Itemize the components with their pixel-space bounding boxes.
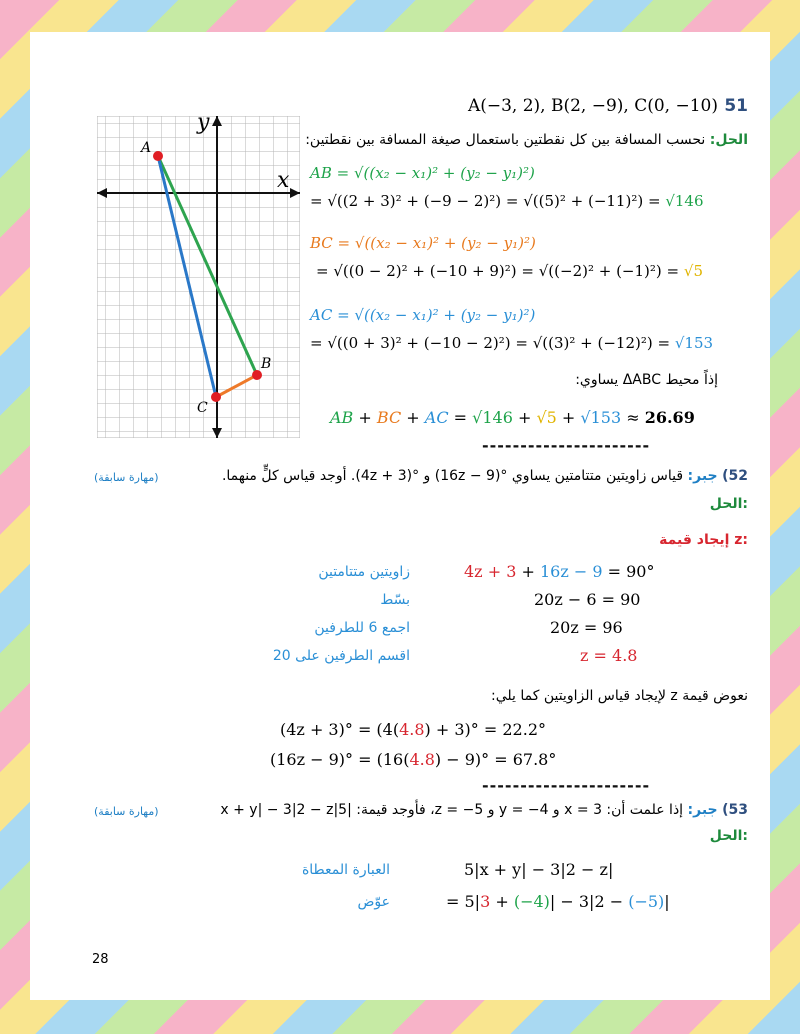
ac-result: √153	[674, 334, 714, 352]
perim-v3: √153	[580, 408, 622, 427]
q53-expr-2	[446, 892, 670, 911]
separator-2: ----------------------	[482, 776, 651, 795]
q53-topic: جبر:	[687, 802, 718, 818]
point-a	[153, 151, 163, 161]
perim-plus2: +	[401, 408, 425, 427]
ac-calc-line	[310, 334, 713, 352]
q52-eq1-b: 16z − 9	[539, 562, 603, 581]
q53-expr-1: 5|x + y| − 3|2 − z|	[464, 860, 614, 879]
ab-result: √146	[665, 192, 704, 210]
q52-statement: قياس زاويتين متتامتين يساوي °(16z − 9) و °(4z + 3). أوجد قياس كلٍّ منهما.	[221, 468, 684, 484]
q52-angle1-post: ) + 3)° = 22.2°	[424, 720, 546, 739]
separator-1: ----------------------	[482, 436, 651, 455]
q53-row2-plus: +	[490, 892, 514, 911]
ab-calc: = √((2 + 3)² + (−9 − 2)²) = √((5)² + (−11)²) =	[310, 192, 661, 210]
q53-row2-end: |	[664, 892, 670, 911]
q52-eq-1	[464, 562, 654, 581]
axis-y-label: y	[197, 110, 210, 135]
q53-solution-label: الحل:	[709, 828, 748, 844]
ac-formula: AC = √((x₂ − x₁)² + (y₂ − y₁)²)	[310, 306, 536, 324]
q51-points: A(−3, 2), B(2, −9), C(0, −10)	[467, 96, 718, 116]
q53-row2-x: 3	[480, 892, 491, 911]
ac-calc: = √((0 + 3)² + (−10 − 2)²) = √((3)² + (−12)²) =	[310, 334, 671, 352]
q51-intro: نحسب المسافة بين كل نقطتين باستعمال صيغة المسافة بين نقطتين:	[305, 132, 706, 148]
perim-total: 26.69	[644, 408, 695, 427]
q52-reason-2: بسّط	[380, 592, 410, 608]
q53-reason-2: عوّض	[357, 894, 390, 910]
q52-eq1-a: 4z + 3	[464, 562, 517, 581]
q53-reason-1: العبارة المعطاة	[301, 862, 390, 878]
q51-number: 51	[724, 96, 748, 116]
q53-row2-mid: | − 3|2 −	[549, 892, 629, 911]
q52-skill: (مهارة سابقة)	[94, 471, 159, 484]
ab-formula: AB = √((x₂ − x₁)² + (y₂ − y₁)²)	[310, 164, 535, 182]
q52-reason-3: اجمع 6 للطرفين	[314, 620, 410, 636]
axis-x-label: x	[277, 168, 290, 193]
perim-v1: √146	[472, 408, 513, 427]
q51-intro-line	[305, 132, 748, 148]
q53-skill: (مهارة سابقة)	[94, 805, 159, 818]
q52-reason-4: اقسم الطرفين على 20	[272, 648, 410, 664]
perim-plus1: +	[353, 408, 377, 427]
q52-eq1-plus: +	[516, 562, 540, 581]
q52-eq-4: z = 4.8	[580, 646, 638, 665]
perimeter-equation	[330, 408, 695, 427]
q52-eq-2: 20z − 6 = 90	[534, 590, 641, 609]
bc-calc: = √((0 − 2)² + (−10 + 9)²) = √((−2)² + (−1)²) =	[316, 262, 680, 280]
q52-angle2-post: ) − 9)° = 67.8°	[434, 750, 557, 769]
point-c	[211, 392, 221, 402]
q52-header	[222, 468, 748, 484]
perim-ac: AC	[424, 408, 449, 427]
q52-reason-1: زاويتين متتامتين	[318, 564, 410, 580]
perim-bc: BC	[376, 408, 402, 427]
q53-row2-pre: = 5|	[446, 892, 481, 911]
worksheet-page	[30, 32, 770, 1000]
bc-formula: BC = √((x₂ − x₁)² + (y₂ − y₁)²)	[310, 234, 536, 252]
q53-number: 53)	[722, 802, 748, 818]
q53-header	[220, 802, 748, 818]
point-a-label: A	[141, 140, 152, 156]
q52-topic: جبر:	[687, 468, 718, 484]
q52-angle-2	[270, 750, 556, 769]
point-c-label: C	[197, 400, 208, 416]
q52-solution-label: الحل:	[709, 496, 748, 512]
perimeter-text: إذاً محيط ΔABC يساوي:	[575, 372, 718, 388]
ab-calc-line	[310, 192, 704, 210]
perim-plus3: +	[512, 408, 537, 427]
q52-substitute: نعوض قيمة z لإيجاد قياس الزاويتين كما يلي:	[490, 688, 748, 704]
q52-angle2-pre: (16z − 9)° = (16(	[270, 750, 410, 769]
q52-angle1-pre: (4z + 3)° = (4(	[280, 720, 400, 739]
q51-solution-label: الحل:	[709, 132, 748, 148]
bc-result: √5	[683, 262, 703, 280]
q53-row2-z: (−5)	[628, 892, 665, 911]
perim-plus4: +	[556, 408, 581, 427]
perim-v2: √5	[536, 408, 557, 427]
perim-approx: ≈	[621, 408, 645, 427]
q52-eq1-rest: = 90°	[602, 562, 655, 581]
q52-angle2-val: 4.8	[409, 750, 435, 769]
q52-angle1-val: 4.8	[399, 720, 425, 739]
perim-eq: =	[448, 408, 473, 427]
q52-find-z: إيجاد قيمة z:	[659, 532, 748, 548]
q52-eq-3: 20z = 96	[550, 618, 623, 637]
q52-number: 52)	[722, 468, 748, 484]
point-b-label: B	[261, 356, 272, 372]
page-number: 28	[92, 952, 109, 967]
bc-calc-line	[316, 262, 703, 280]
q53-row2-y: (−4)	[513, 892, 550, 911]
q52-angle-1	[280, 720, 546, 739]
coordinate-graph	[97, 110, 300, 438]
perim-ab: AB	[330, 408, 354, 427]
q53-statement: إذا علمت أن: x = 3 و y = −4 و z = −5، فأوجد قيمة: |5|x + y| − 3|2 − z	[220, 802, 684, 818]
